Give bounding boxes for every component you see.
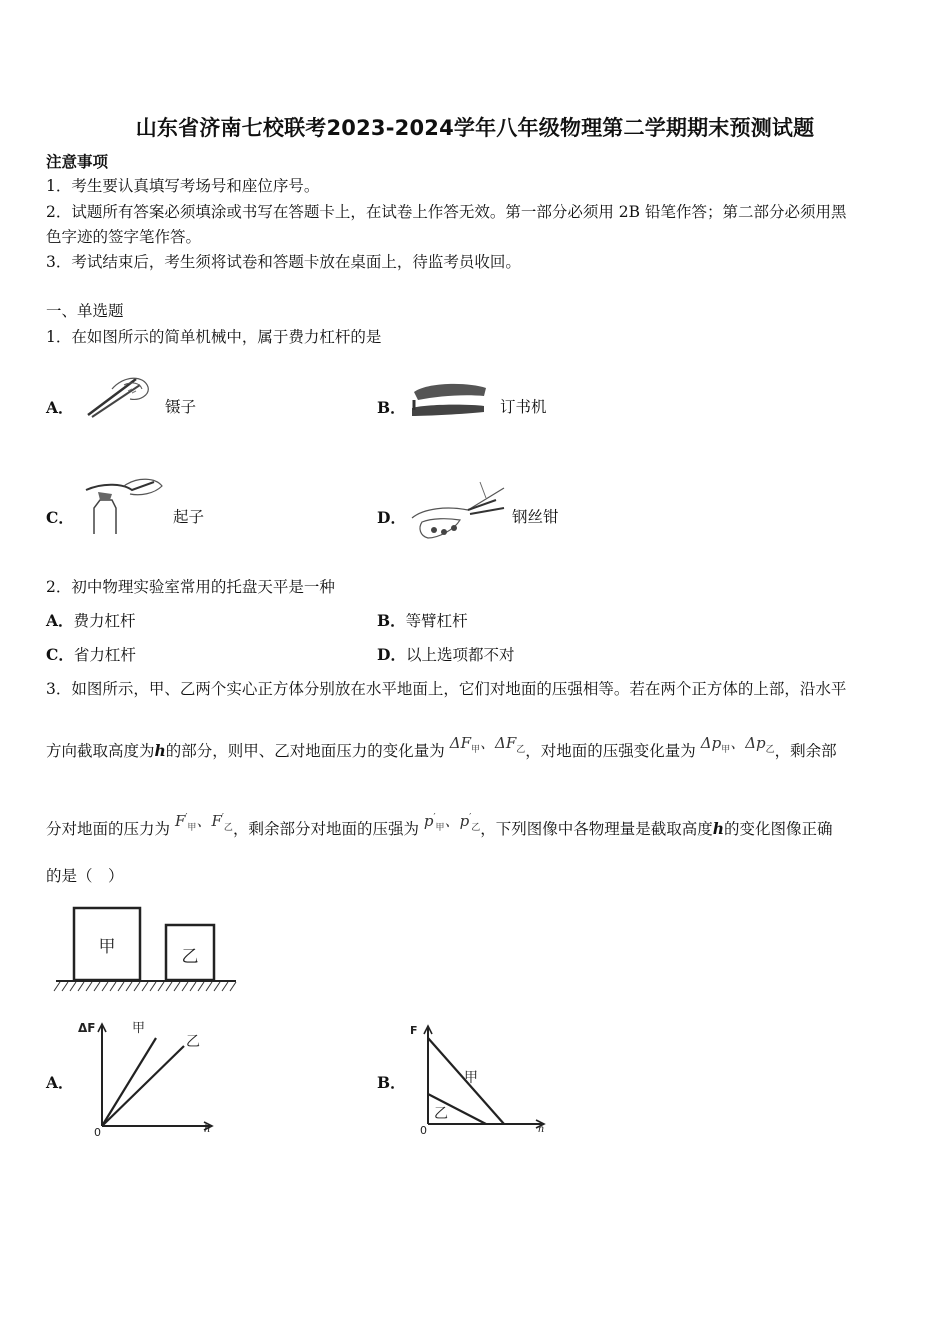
q3-line-2: [46, 734, 837, 769]
notice-item-2: 2．试题所有答案必须填涂或书写在答题卡上，在试卷上作答无效。第一部分必须用 2B 铅笔作答；第二部分必须用黑: [46, 203, 847, 221]
page-title: 山东省济南七校联考2023-2024学年八年级物理第二学期期末预测试题: [135, 116, 815, 140]
notice-item-3: 3．考试结束后，考生须将试卷和答题卡放在桌面上，待监考员收回。: [46, 253, 521, 271]
q3-text: 的部分，则甲、乙对地面压力的变化量为: [165, 742, 445, 760]
q3-cubes-figure: [54, 905, 240, 997]
q1-stem: 1．在如图所示的简单机械中，属于费力杠杆的是: [46, 328, 382, 346]
q2-option-d: [377, 644, 514, 666]
q3-b-yaxis-label: F: [410, 1024, 418, 1037]
q3-text: ，剩余部: [774, 742, 837, 760]
q1-option-c-label: 起子: [173, 508, 205, 526]
block-jia-label: 甲: [98, 937, 116, 957]
q3-text: ，对地面的压强变化量为: [525, 742, 696, 760]
q3-b-origin-label: 0: [420, 1124, 427, 1137]
q3-option-b-letter: B．: [377, 1073, 406, 1092]
q2-option-a-letter: A．: [46, 611, 74, 630]
q3-text: ，下列图像中各物理量是截取高度: [480, 820, 713, 838]
q3-h-symbol: h: [154, 741, 166, 760]
q3-math-f-prime: $F'_甲$、$F'_乙$: [174, 812, 233, 833]
q2-option-d-letter: D．: [377, 645, 406, 664]
q3-line-1: 3．如图所示，甲、乙两个实心正方体分别放在水平地面上，它们对地面的压强相等。若在两个正方体的上部，沿水平: [46, 680, 847, 698]
q3-b-xaxis-label: h: [538, 1124, 545, 1135]
q3-a-yaxis-label: ΔF: [78, 1021, 96, 1035]
q3-math-delta-f: $\Delta F_甲$、$\Delta F_乙$: [449, 734, 526, 755]
q3-option-a-graph: [74, 1016, 224, 1139]
q3-line-4: 的是（ ）: [46, 867, 124, 885]
q1-option-d-letter: D．: [377, 508, 406, 527]
q2-option-c-letter: C．: [46, 645, 74, 664]
notice-heading: 注意事项: [46, 152, 109, 171]
q2-option-b-letter: B．: [377, 611, 406, 630]
q3-a-line-yi-label: 乙: [186, 1034, 200, 1050]
bottle-opener-icon: [84, 472, 164, 538]
q2-option-a-label: 费力杠杆: [73, 612, 136, 630]
q1-option-a-label: 镊子: [165, 398, 197, 416]
notice-item-2-cont: 色字迹的签字笔作答。: [46, 228, 202, 246]
q2-option-b: [377, 610, 468, 632]
pliers-icon: [408, 478, 508, 546]
q3-option-a-letter: A．: [46, 1073, 74, 1092]
q3-text: 分对地面的压力为: [46, 820, 171, 838]
q3-a-origin-label: 0: [94, 1126, 101, 1139]
q1-option-b-letter: B．: [377, 398, 406, 417]
section-heading: 一、单选题: [46, 302, 124, 320]
q2-option-c-label: 省力杠杆: [73, 646, 136, 664]
q2-stem: 2．初中物理实验室常用的托盘天平是一种: [46, 578, 335, 596]
q1-option-b-label: 订书机: [500, 398, 547, 416]
q3-text: 方向截取高度为: [46, 742, 155, 760]
q2-option-b-label: 等臂杠杆: [405, 612, 468, 630]
q3-line-3: [46, 812, 833, 847]
q3-math-delta-p: $\Delta p_甲$、$\Delta p_乙$: [700, 734, 775, 755]
q2-option-a: [46, 610, 136, 632]
stapler-icon: [408, 378, 490, 422]
q1-option-c-letter: C．: [46, 508, 74, 527]
notice-item-1: 1．考生要认真填写考场号和座位序号。: [46, 177, 320, 195]
q3-a-xaxis-label: h: [204, 1124, 211, 1135]
block-yi-label: 乙: [181, 947, 199, 967]
q3-a-line-jia-label: 甲: [132, 1021, 146, 1036]
q1-option-a-letter: A．: [46, 398, 74, 417]
q3-text: 的变化图像正确: [724, 820, 833, 838]
q2-option-c: [46, 644, 136, 666]
q3-b-line-jia-label: 甲: [464, 1070, 478, 1086]
q3-h-symbol: h: [712, 819, 725, 838]
q3-text: ，剩余部分对地面的压强为: [232, 820, 419, 838]
q3-option-b-graph: [404, 1018, 554, 1138]
q3-b-line-yi-label: 乙: [434, 1106, 448, 1122]
q2-option-d-label: 以上选项都不对: [405, 646, 515, 664]
q1-option-d-label: 钢丝钳: [512, 508, 559, 526]
q3-math-p-prime: $p'_甲$、$p'_乙$: [423, 812, 481, 833]
tweezers-icon: [84, 369, 154, 421]
